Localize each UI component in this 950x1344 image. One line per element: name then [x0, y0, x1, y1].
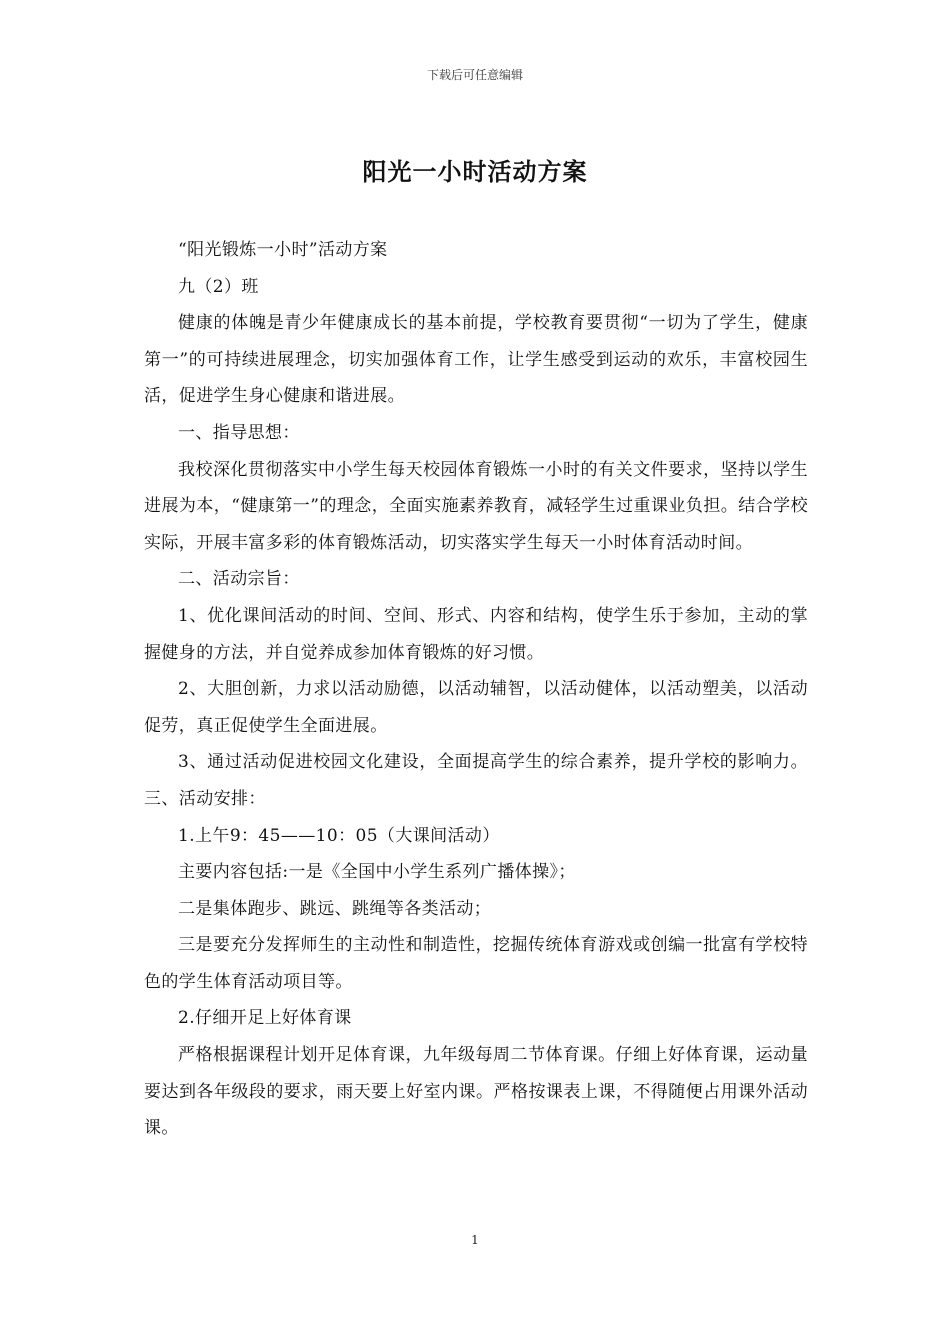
class-paragraph: 九（2）班 — [178, 276, 259, 297]
body-paragraph: 3、通过活动促进校园文化建设，全面提高学生的综合素养，提升学校的影响力。三、活动安排： — [144, 752, 808, 809]
body-paragraph: 三是要充分发挥师生的主动性和制造性，挖掘传统体育游戏或创编一批富有学校特色的学生体育活动项目等。 — [144, 935, 808, 992]
section-heading: 二、活动宗旨： — [178, 569, 300, 590]
body-paragraph: 1、优化课间活动的时间、空间、形式、内容和结构，使学生乐于参加，主动的掌握健身的方法，并自觉养成参加体育锻炼的好习惯。 — [144, 605, 808, 663]
intro-paragraph: 健康的体魄是青少年健康成长的基本前提，学校教育要贯彻“一切为了学生，健康第一”的可持续进展理念，切实加强体育工作，让学生感受到运动的欢乐，丰富校园生活，促进学生身心健康和谐进展。 — [144, 313, 808, 407]
list-item: 1.上午9：45——10：05（大课间活动） — [178, 825, 500, 846]
body-paragraph: 2、大胆创新，力求以活动励德，以活动辅智，以活动健体，以活动塑美，以活动促劳，真正促使学生全面进展。 — [144, 679, 808, 736]
subtitle-paragraph: “阳光锻炼一小时”活动方案 — [178, 240, 388, 260]
body-paragraph: 我校深化贯彻落实中小学生每天校园体育锻炼一小时的有关文件要求，坚持以学生进展为本，“健康第一”的理念，全面实施素养教育，减轻学生过重课业负担。结合学校实际，开展丰富多彩的体育锻炼活动，切实落实学生每天一小时体育活动时间。 — [144, 459, 808, 553]
page-number: 1 — [471, 1233, 479, 1247]
section-heading: 一、指导思想： — [178, 422, 300, 443]
body-paragraph: 二是集体跑步、跳远、跳绳等各类活动； — [178, 898, 492, 919]
body-paragraph: 主要内容包括:一是《全国中小学生系列广播体操》； — [178, 862, 576, 883]
body-paragraph: 严格根据课程计划开足体育课，九年级每周二节体育课。仔细上好体育课，运动量要达到各年级段的要求，雨天要上好室内课。严格按课表上课，不得随便占用课外活动课。 — [144, 1045, 808, 1139]
document-body — [144, 232, 808, 1147]
list-item: 2.仔细开足上好体育课 — [178, 1008, 352, 1029]
document-title: 阳光一小时活动方案 — [362, 157, 588, 186]
page-header: 下载后可任意编辑 — [426, 68, 523, 82]
